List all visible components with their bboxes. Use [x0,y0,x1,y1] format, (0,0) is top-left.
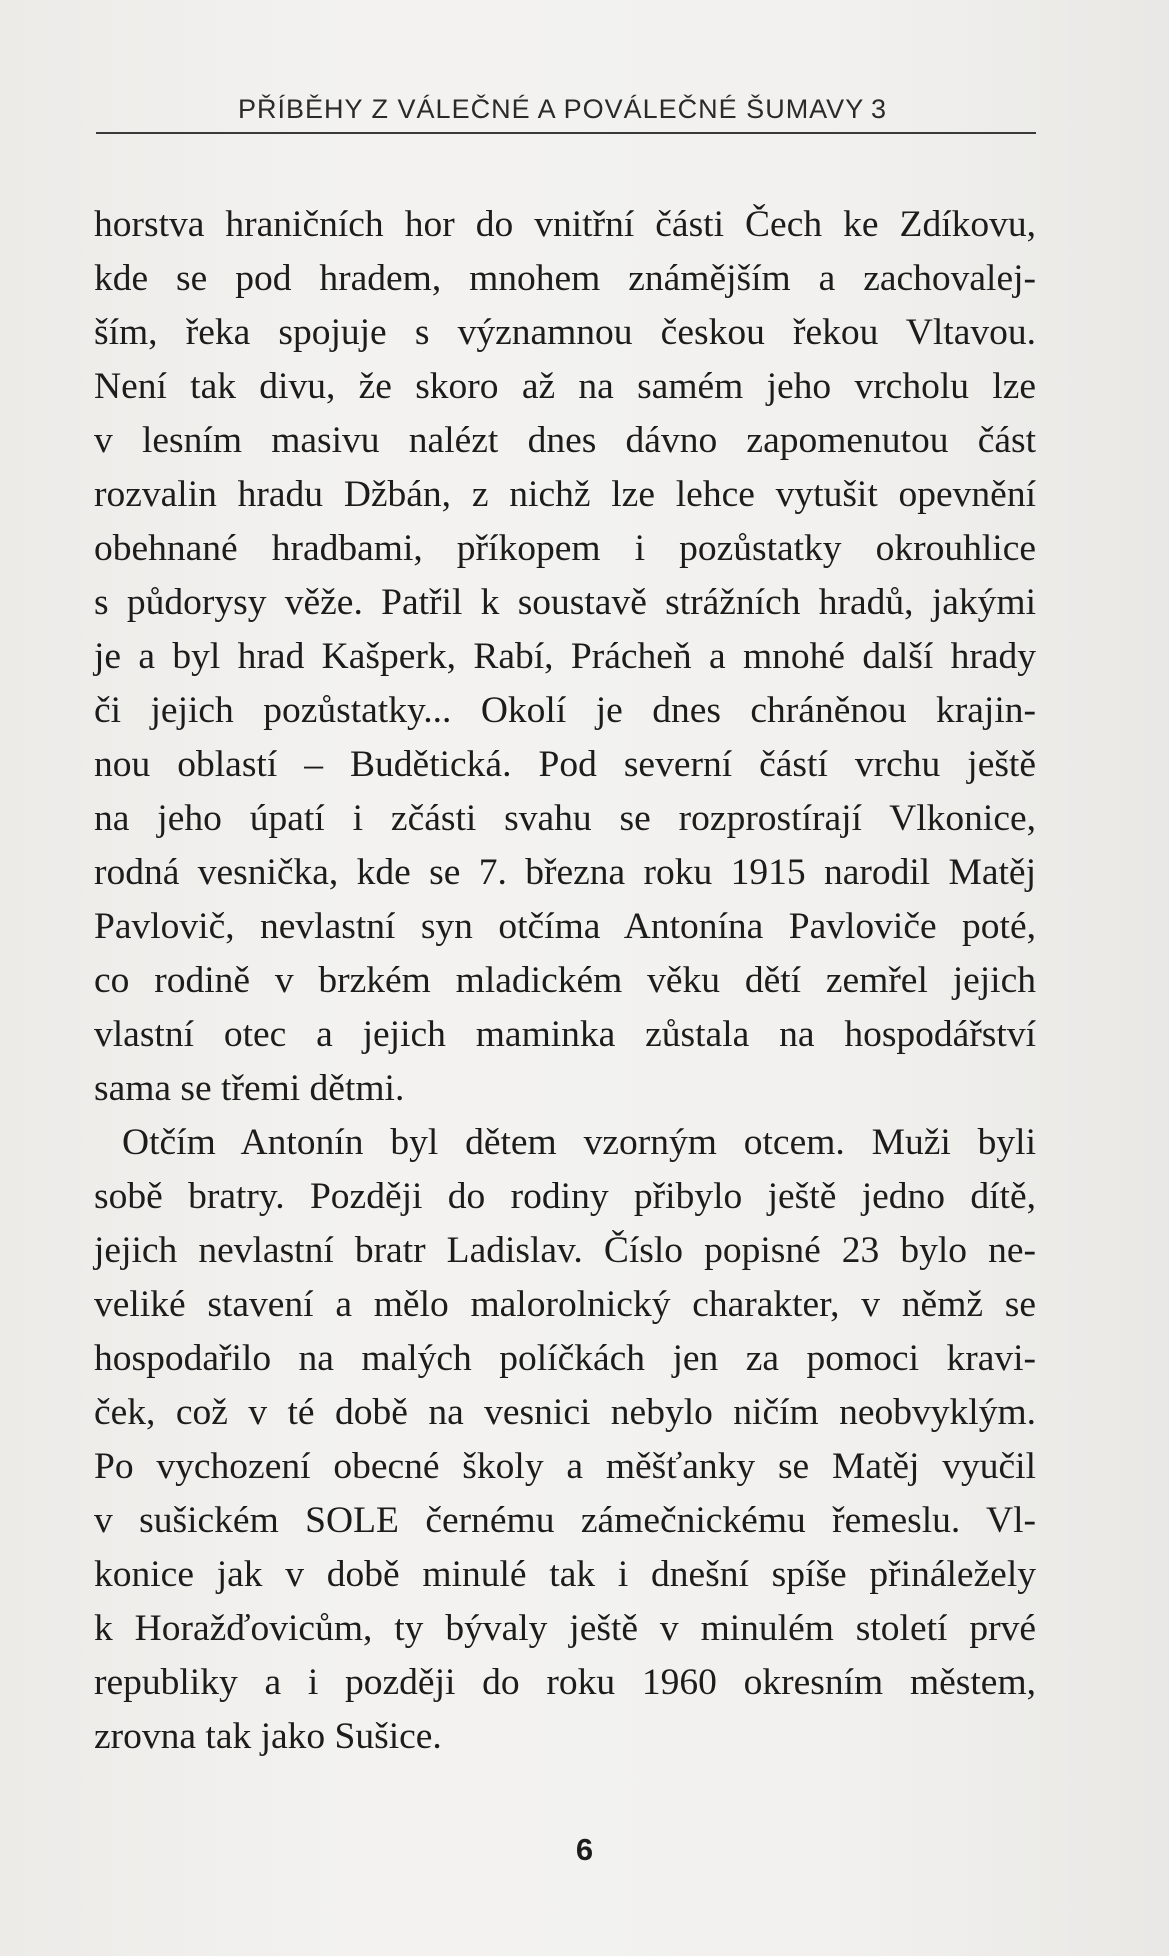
text-line: je a byl hrad Kašperk, Rabí, Prácheň a mnohé další hrady [94,636,1036,677]
text-line: ším, řeka spojuje s významnou českou řekou Vltavou. [94,312,1036,353]
text-line: konice jak v době minulé tak i dnešní spíše přináležely [94,1554,1036,1595]
text-line: či jejich pozůstatky... Okolí je dnes chráněnou krajin- [94,690,1036,731]
running-header [96,90,1036,134]
text-line: kde se pod hradem, mnohem známějším a zachovalej- [94,258,1036,299]
text-line: co rodině v brzkém mladickém věku dětí zemřel jejich [94,960,1036,1001]
text-line: s půdorysy věže. Patřil k soustavě strážních hradů, jakými [94,582,1036,623]
text-line: zrovna tak jako Sušice. [94,1716,442,1757]
text-line: jejich nevlastní bratr Ladislav. Číslo popisné 23 bylo ne- [94,1230,1036,1271]
text-line: k Horažďovicům, ty bývaly ještě v minulém století prvé [94,1608,1036,1649]
body-text [94,198,1036,1764]
text-line: veliké stavení a mělo malorolnický charakter, v němž se [94,1284,1036,1325]
text-line: ček, což v té době na vesnici nebylo ničím neobvyklým. [94,1392,1036,1433]
text-line: vlastní otec a jejich maminka zůstala na hospodářství [94,1014,1036,1055]
text-line: v sušickém SOLE černému zámečnickému řemeslu. Vl- [94,1500,1036,1541]
text-line: Pavlovič, nevlastní syn otčíma Antonína Pavloviče poté, [94,906,1036,947]
text-line: Není tak divu, že skoro až na samém jeho vrcholu lze [94,366,1036,407]
text-line: na jeho úpatí i zčásti svahu se rozprostírají Vlkonice, [94,798,1036,839]
text-line: v lesním masivu nalézt dnes dávno zapomenutou část [94,420,1036,461]
header-title: PŘÍBĚHY Z VÁLEČNÉ A POVÁLEČNÉ ŠUMAVY [238,94,865,124]
text-line: obehnané hradbami, příkopem i pozůstatky okrouhlice [94,528,1036,569]
text-line: Po vychození obecné školy a měšťanky se Matěj vyučil [94,1446,1036,1487]
page-number: 6 [575,1832,594,1867]
text-line: Otčím Antonín byl dětem vzorným otcem. Muži byli [122,1122,1036,1163]
text-line: nou oblastí – Budětická. Pod severní částí vrchu ještě [94,744,1036,785]
text-line: rozvalin hradu Džbán, z nichž lze lehce vytušit opevnění [94,474,1036,515]
text-line: rodná vesnička, kde se 7. března roku 1915 narodil Matěj [94,852,1036,893]
text-line: horstva hraničních hor do vnitřní části Čech ke Zdíkovu, [94,204,1036,245]
text-line: hospodařilo na malých políčkách jen za pomoci kravi- [94,1338,1036,1379]
text-line: republiky a i později do roku 1960 okresním městem, [94,1662,1036,1703]
header-volume-number: 3 [871,94,887,124]
text-line: sobě bratry. Později do rodiny přibylo ještě jedno dítě, [94,1176,1036,1217]
text-line: sama se třemi dětmi. [94,1068,405,1109]
